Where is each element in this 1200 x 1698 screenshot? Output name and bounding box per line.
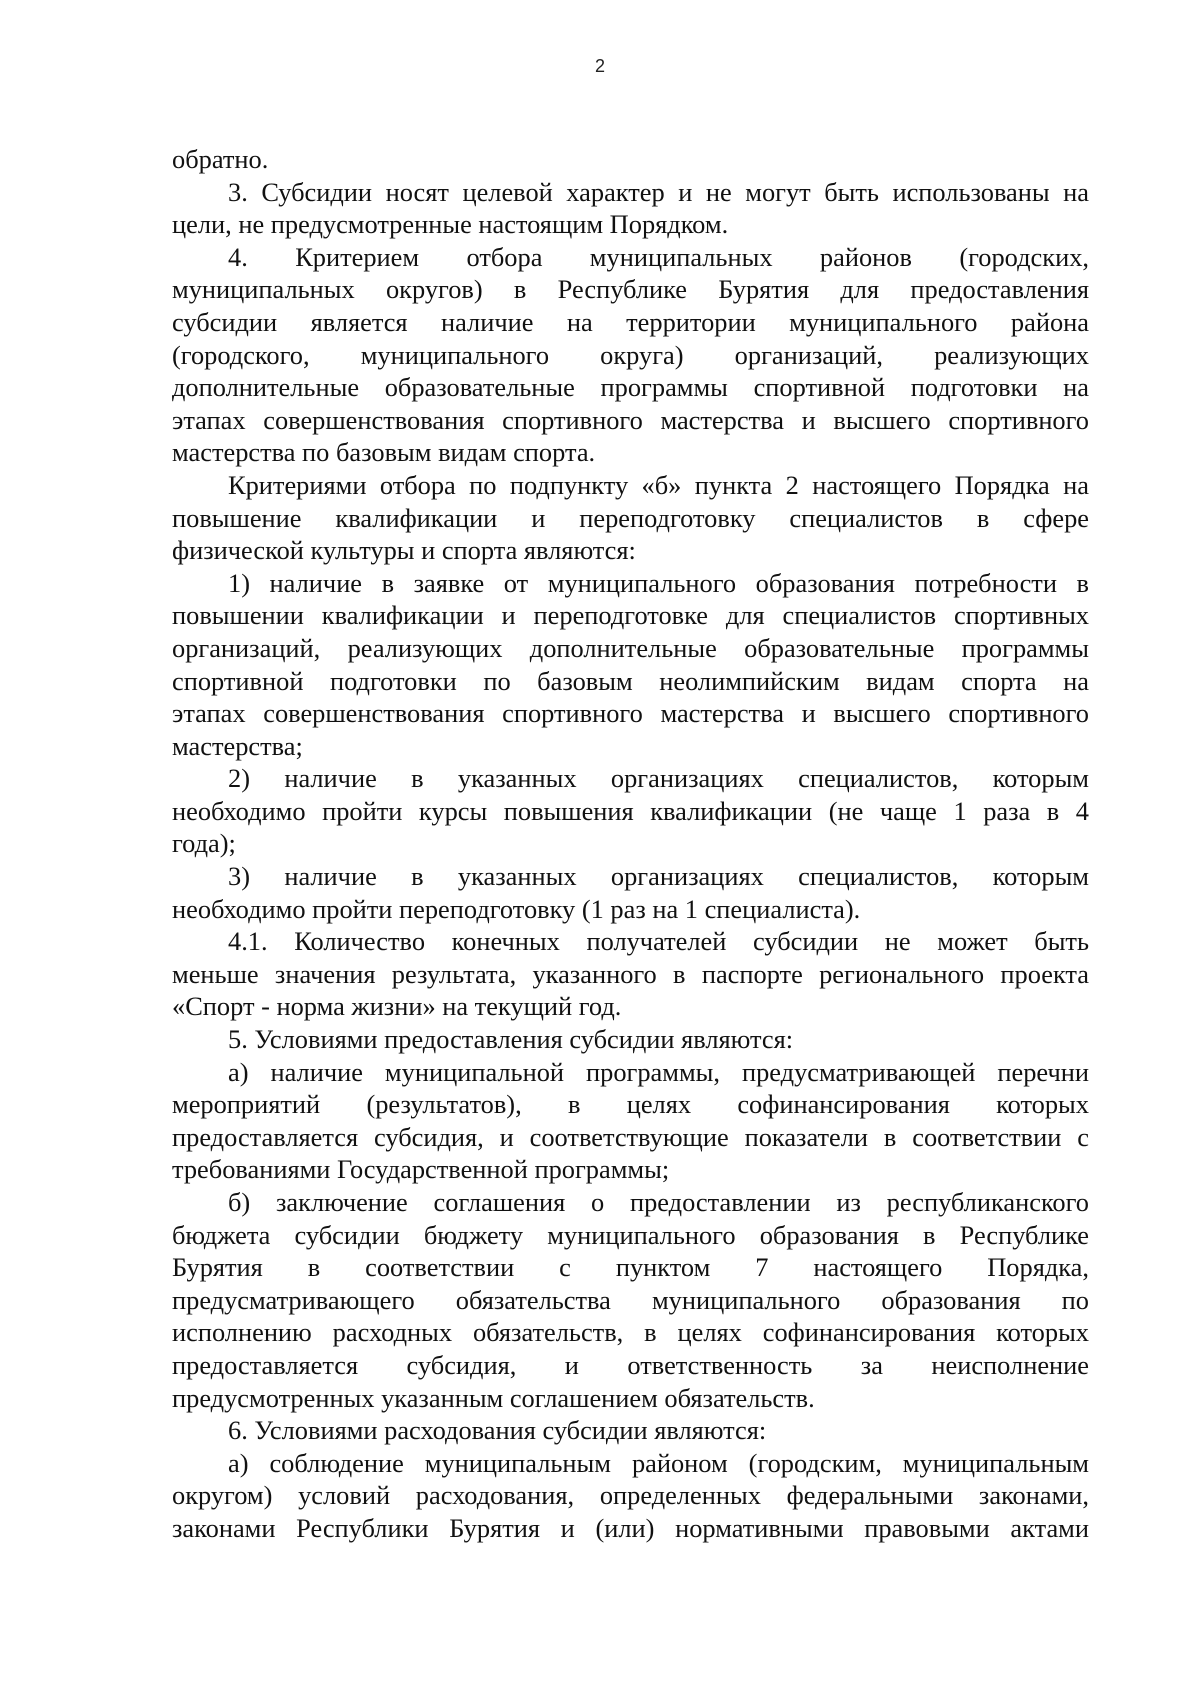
text-line: мастерства по базовым видам спорта.: [172, 437, 596, 468]
text-line: законами Республики Бурятия и (или) нормативными правовыми актами: [172, 1512, 1089, 1543]
text-line: этапах совершенствования спортивного мастерства и высшего спортивного: [172, 698, 1089, 729]
text-line: 4.1. Количество конечных получателей субсидии не может быть: [228, 926, 1089, 957]
text-line: этапах совершенствования спортивного мастерства и высшего спортивного: [172, 404, 1089, 435]
text-line: (городского, муниципального округа) организаций, реализующих: [172, 339, 1089, 370]
text-line: «Спорт - норма жизни» на текущий год.: [172, 991, 622, 1022]
text-line: физической культуры и спорта являются:: [172, 535, 636, 566]
text-line: организаций, реализующих дополнительные образовательные программы: [172, 632, 1089, 663]
text-line: мастерства;: [172, 730, 303, 761]
text-line: 1) наличие в заявке от муниципального образования потребности в: [228, 567, 1089, 598]
text-line: обратно.: [172, 144, 269, 174]
text-line: предоставляется субсидия, и соответствующие показатели в соответствии с: [172, 1121, 1089, 1152]
text-line: предоставляется субсидия, и ответственность за неисполнение: [172, 1349, 1089, 1380]
text-line: дополнительные образовательные программы спортивной подготовки на: [172, 372, 1089, 403]
text-line: года);: [172, 828, 236, 859]
text-line: бюджета субсидии бюджету муниципального образования в Республике: [172, 1219, 1089, 1250]
text-line: 2) наличие в указанных организациях специалистов, которым: [228, 763, 1089, 794]
text-line: округом) условий расходования, определенных федеральными законами,: [172, 1480, 1089, 1511]
document-body: [172, 143, 1089, 1545]
page-number: 2: [594, 56, 605, 76]
text-line: а) соблюдение муниципальным районом (городским, муниципальным: [228, 1447, 1089, 1478]
text-line: цели, не предусмотренные настоящим Порядком.: [172, 209, 729, 240]
text-line: требованиями Государственной программы;: [172, 1154, 670, 1185]
text-line: необходимо пройти переподготовку (1 раз на 1 специалиста).: [172, 893, 861, 924]
text-line: субсидии является наличие на территории муниципального района: [172, 306, 1089, 337]
text-line: б) заключение соглашения о предоставлении из республиканского: [228, 1187, 1089, 1217]
text-line: 4. Критерием отбора муниципальных районов (городских,: [228, 241, 1089, 272]
text-line: меньше значения результата, указанного в паспорте регионального проекта: [172, 958, 1089, 989]
text-line: повышении квалификации и переподготовке для специалистов спортивных: [172, 600, 1089, 631]
text-line: 3) наличие в указанных организациях специалистов, которым: [228, 861, 1089, 892]
text-line: 5. Условиями предоставления субсидии являются:: [228, 1024, 794, 1055]
text-line: муниципальных округов) в Республике Бурятия для предоставления: [172, 274, 1089, 305]
text-line: необходимо пройти курсы повышения квалификации (не чаще 1 раза в 4: [172, 795, 1089, 826]
text-line: 6. Условиями расходования субсидии являются:: [228, 1415, 767, 1446]
text-line: мероприятий (результатов), в целях софинансирования которых: [172, 1089, 1089, 1120]
text-line: исполнению расходных обязательств, в целях софинансирования которых: [172, 1317, 1089, 1348]
text-line: спортивной подготовки по базовым неолимпийским видам спорта на: [172, 665, 1089, 696]
text-line: предусмотренных указанным соглашением обязательств.: [172, 1382, 815, 1413]
text-line: повышение квалификации и переподготовку специалистов в сфере: [172, 502, 1089, 533]
text-line: а) наличие муниципальной программы, предусматривающей перечни: [228, 1056, 1089, 1087]
text-line: предусматривающего обязательства муниципального образования по: [172, 1284, 1089, 1315]
text-line: Бурятия в соответствии с пунктом 7 настоящего Порядка,: [172, 1252, 1089, 1283]
text-line: 3. Субсидии носят целевой характер и не могут быть использованы на: [228, 176, 1089, 207]
text-line: Критериями отбора по подпункту «б» пункта 2 настоящего Порядка на: [228, 469, 1089, 500]
